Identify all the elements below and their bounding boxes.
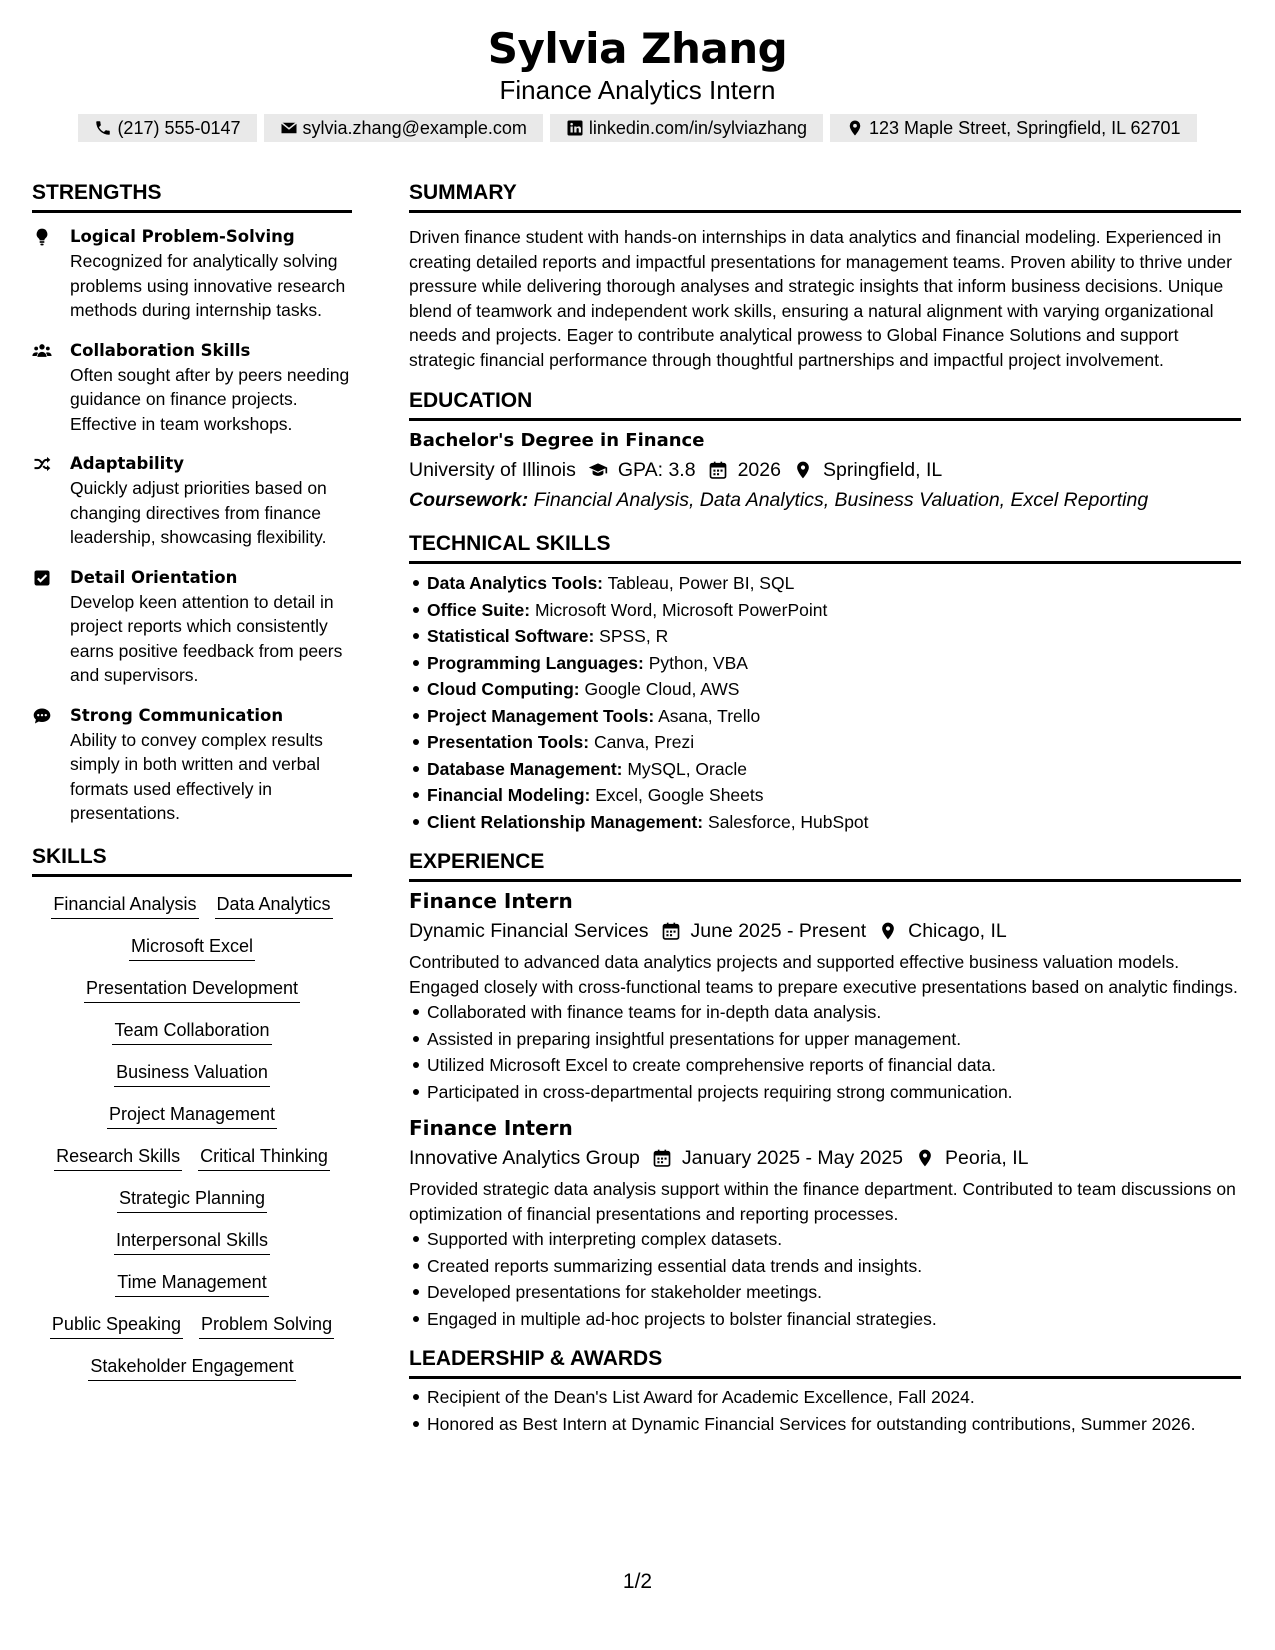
- strength-item: [32, 452, 352, 550]
- graduation-cap-icon: [588, 460, 608, 480]
- calendar-icon: [661, 921, 681, 941]
- skill-values: Asana, Trello: [658, 705, 761, 726]
- skill-values: Microsoft Word, Microsoft PowerPoint: [534, 599, 828, 620]
- skill-category: Cloud Computing:: [427, 679, 580, 699]
- list-item: [427, 650, 1241, 677]
- education-coursework: [409, 485, 1241, 515]
- job-company: Innovative Analytics Group: [409, 1147, 640, 1169]
- skill-category: Programming Languages:: [427, 652, 644, 673]
- location-pin-icon: [793, 460, 813, 480]
- skill-category: Financial Modeling:: [427, 785, 591, 805]
- list-item: [427, 809, 1241, 836]
- strength-item: [32, 566, 352, 688]
- education-heading: EDUCATION: [409, 386, 1241, 421]
- skill-values: MySQL, Oracle: [627, 758, 747, 779]
- skill-tag: Critical Thinking: [198, 1143, 330, 1171]
- list-item: Utilized Microsoft Excel to create comprehensive reports of financial data.: [427, 1052, 1241, 1079]
- contact-linkedin[interactable]: [550, 114, 823, 142]
- right-column: [409, 178, 1241, 1438]
- summary-text: Driven finance student with hands-on internships in data analytics and financial modeling. Experienced in creating detailed reports and impactful presentations for management teams. Proven ability to thrive under pressure while delivering thorough analyses and strategic insights that inform business decisions. Unique blend of teamwork and independent work skills, ensuring a natural alignment with varying organizational needs and projects. Eager to contribute analytical prowess to Global Finance Solutions and support strategic financial performance through thoughtful partnerships and impactful project involvement.: [409, 227, 1232, 370]
- page-number: 1/2: [622, 1570, 653, 1593]
- left-column: [32, 178, 352, 1381]
- job-title: Finance Intern: [409, 1116, 573, 1140]
- skill-category: Statistical Software:: [427, 626, 595, 646]
- list-item: [427, 676, 1241, 703]
- strength-description: Ability to convey complex results simply in both written and verbal formats used effectively in presentations.: [70, 729, 323, 823]
- shuffle-icon: [32, 454, 52, 474]
- list-item: Recipient of the Dean's List Award for Academic Excellence, Fall 2024.: [427, 1385, 1241, 1410]
- skill-tag: Project Management: [107, 1101, 277, 1129]
- candidate-name: Sylvia Zhang: [487, 24, 788, 73]
- skill-values: Canva, Prezi: [593, 732, 695, 752]
- candidate-role: Finance Analytics Intern: [499, 75, 776, 105]
- list-item: [427, 782, 1241, 809]
- contact-address: [830, 114, 1197, 142]
- strength-description: Recognized for analytically solving problems using innovative research methods during internship tasks.: [70, 251, 346, 320]
- skill-tag: Research Skills: [54, 1143, 182, 1171]
- skill-tag: Public Speaking: [50, 1311, 183, 1339]
- skill-values: Excel, Google Sheets: [595, 785, 764, 805]
- job-summary: Contributed to advanced data analytics projects and supported effective business valuation models. Engaged closely with cross-functional teams to prepare executive presentations based on analytic findings.: [409, 952, 1238, 997]
- strength-title: Logical Problem-Solving: [70, 227, 295, 246]
- calendar-icon: [652, 1148, 672, 1168]
- strength-title: Strong Communication: [70, 705, 284, 725]
- skill-tag: Business Valuation: [114, 1059, 270, 1087]
- contact-email[interactable]: [264, 114, 543, 142]
- location-pin-icon: [878, 921, 898, 941]
- list-item: Developed presentations for stakeholder meetings.: [427, 1279, 1241, 1306]
- leadership-list: [409, 1385, 1241, 1436]
- strength-title: Collaboration Skills: [70, 340, 251, 360]
- skill-values: Python, VBA: [648, 652, 748, 673]
- job-entry: [409, 886, 1241, 1105]
- calendar-icon: [708, 460, 728, 480]
- strength-description: Often sought after by peers needing guidance on finance projects. Effective in team workshops.: [70, 364, 350, 434]
- job-bullets: [409, 1226, 1241, 1332]
- summary-heading: SUMMARY: [409, 178, 1241, 213]
- strength-title: Adaptability: [70, 454, 184, 473]
- location-pin-icon: [846, 119, 864, 137]
- contact-address-text: 123 Maple Street, Springfield, IL 62701: [869, 117, 1181, 138]
- skill-tag: Problem Solving: [199, 1311, 334, 1339]
- contact-linkedin-text: linkedin.com/in/sylviazhang: [588, 117, 808, 138]
- strength-title: Detail Orientation: [70, 567, 238, 587]
- lightbulb-icon: [32, 227, 52, 247]
- skill-tag: Financial Analysis: [51, 891, 198, 919]
- contact-phone[interactable]: [78, 114, 256, 142]
- job-summary: Provided strategic data analysis support within the finance department. Contributed to team discussions on optimization of financial presentations and reporting processes.: [409, 1179, 1236, 1224]
- list-item: [427, 597, 1241, 624]
- education-location: Springfield, IL: [822, 459, 943, 481]
- skill-tag: Interpersonal Skills: [114, 1227, 270, 1255]
- coursework-label: Coursework:: [409, 489, 529, 511]
- location-pin-icon: [915, 1148, 935, 1168]
- skill-tag: Team Collaboration: [112, 1017, 271, 1045]
- education-gpa: GPA: 3.8: [617, 459, 696, 481]
- job-meta: [409, 916, 1241, 946]
- skill-values: SPSS, R: [599, 626, 669, 646]
- users-icon: [32, 341, 52, 361]
- technical-skills-heading: TECHNICAL SKILLS: [409, 529, 1241, 564]
- job-entry: [409, 1113, 1241, 1332]
- coursework-text: Financial Analysis, Data Analytics, Business Valuation, Excel Reporting: [533, 489, 1149, 511]
- list-item: [427, 623, 1241, 650]
- list-item: [427, 570, 1241, 597]
- skill-category: Presentation Tools:: [427, 732, 590, 752]
- list-item: Engaged in multiple ad-hoc projects to bolster financial strategies.: [427, 1306, 1241, 1333]
- contact-email-text: sylvia.zhang@example.com: [302, 117, 527, 138]
- job-meta: [409, 1143, 1241, 1173]
- strength-description: Quickly adjust priorities based on changing directives from finance leadership, showcasing flexibility.: [70, 478, 327, 547]
- education-meta: [409, 455, 1241, 485]
- skill-values: Google Cloud, AWS: [584, 679, 740, 699]
- list-item: Participated in cross-departmental projects requiring strong communication.: [427, 1079, 1241, 1106]
- skill-values: Tableau, Power BI, SQL: [607, 573, 795, 593]
- strength-item: [32, 704, 352, 826]
- skill-category: Database Management:: [427, 758, 623, 779]
- skill-values: Salesforce, HubSpot: [708, 811, 869, 832]
- strength-item: [32, 225, 352, 323]
- skills-tag-list: [32, 889, 352, 1381]
- list-item: [427, 703, 1241, 730]
- skill-tag: Strategic Planning: [117, 1185, 267, 1213]
- job-location: Peoria, IL: [945, 1147, 1029, 1169]
- skill-category: Client Relationship Management:: [427, 811, 704, 832]
- job-dates: June 2025 - Present: [690, 920, 867, 942]
- list-item: [427, 756, 1241, 783]
- skills-heading: SKILLS: [32, 842, 352, 877]
- leadership-heading: LEADERSHIP & AWARDS: [409, 1344, 1241, 1379]
- list-item: Honored as Best Intern at Dynamic Financial Services for outstanding contributions, Summer 2026.: [427, 1412, 1241, 1437]
- technical-skills-list: [409, 570, 1241, 835]
- skill-category: Data Analytics Tools:: [427, 573, 604, 593]
- skill-tag: Time Management: [115, 1269, 268, 1297]
- list-item: Created reports summarizing essential data trends and insights.: [427, 1253, 1241, 1280]
- job-bullets: [409, 999, 1241, 1105]
- job-title: Finance Intern: [409, 889, 573, 913]
- skill-tag: Presentation Development: [84, 975, 300, 1003]
- strengths-heading: STRENGTHS: [32, 178, 352, 213]
- list-item: Assisted in preparing insightful presentations for upper management.: [427, 1026, 1241, 1053]
- education-degree: Bachelor's Degree in Finance: [409, 430, 705, 451]
- strength-description: Develop keen attention to detail in project reports which consistently earns positive feedback from peers and supervisors.: [70, 591, 343, 685]
- list-item: [427, 729, 1241, 756]
- checkbox-icon: [32, 568, 52, 588]
- speech-bubble-icon: [32, 706, 52, 726]
- phone-icon: [94, 119, 112, 137]
- skill-tag: Microsoft Excel: [129, 933, 255, 961]
- skill-tag: Data Analytics: [215, 891, 333, 919]
- list-item: Supported with interpreting complex datasets.: [427, 1226, 1241, 1253]
- contact-row: [0, 114, 1275, 142]
- skill-tag: Stakeholder Engagement: [88, 1353, 295, 1381]
- experience-heading: EXPERIENCE: [409, 847, 1241, 882]
- list-item: Collaborated with finance teams for in-depth data analysis.: [427, 999, 1241, 1026]
- contact-phone-text: (217) 555-0147: [117, 117, 241, 138]
- job-company: Dynamic Financial Services: [409, 920, 649, 942]
- education-year: 2026: [737, 459, 781, 481]
- envelope-icon: [280, 119, 298, 137]
- skill-category: Project Management Tools:: [427, 705, 655, 726]
- skill-category: Office Suite:: [427, 599, 531, 620]
- job-location: Chicago, IL: [908, 920, 1007, 942]
- education-school: University of Illinois: [409, 459, 576, 481]
- strength-item: [32, 339, 352, 437]
- linkedin-icon: [566, 119, 584, 137]
- job-dates: January 2025 - May 2025: [681, 1147, 904, 1169]
